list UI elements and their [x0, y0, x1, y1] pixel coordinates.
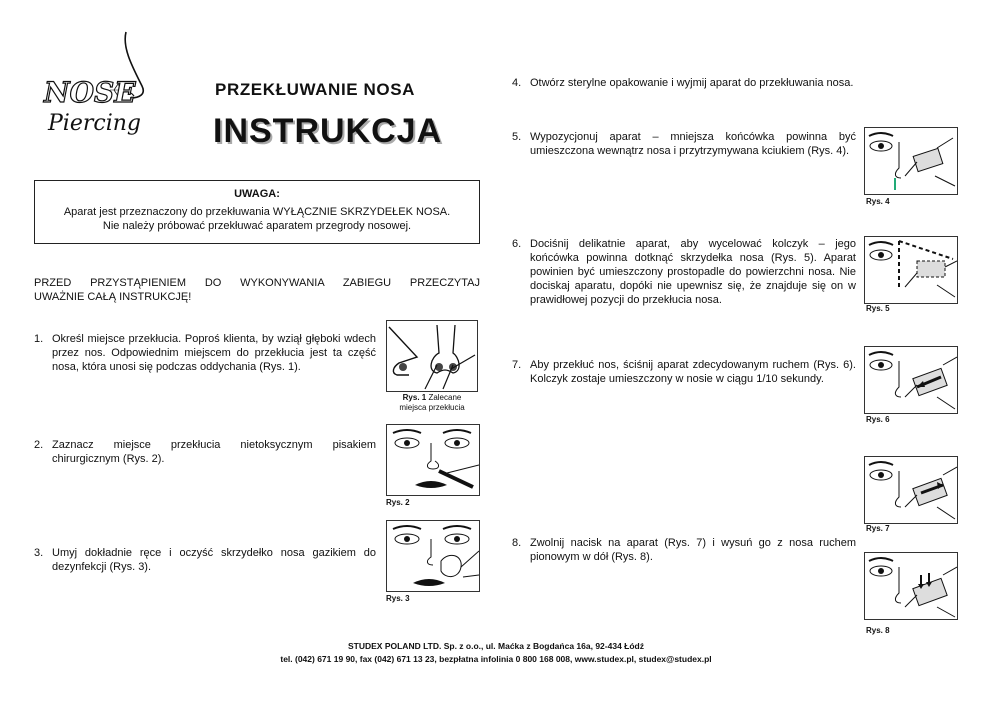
figure-rys-3 — [386, 520, 480, 592]
step-number: 8. — [512, 537, 522, 549]
footer-address: STUDEX POLAND LTD. Sp. z o.o., ul. Maćka z Bogdańca 16a, 92-434 Łódź — [348, 641, 644, 651]
rys-2-label: Rys. 2 — [386, 498, 410, 507]
page-subtitle: PRZEKŁUWANIE NOSA — [215, 80, 416, 99]
warning-line-1: Aparat jest przeznaczony do przekłuwania WYŁĄCZNIE SKRZYDEŁEK NOSA. — [63, 206, 451, 218]
step-7 — [512, 358, 856, 386]
rys-1-label: Rys. 1 — [402, 393, 427, 402]
rys-5-label: Rys. 5 — [866, 304, 890, 313]
step-text: Otwórz sterylne opakowanie i wyjmij aparat do przekłuwania nosa. — [530, 77, 854, 89]
step-number: 5. — [512, 131, 522, 143]
step-number: 1. — [34, 333, 44, 345]
step-4 — [512, 76, 932, 90]
figure-rys-6 — [864, 346, 958, 414]
step-8 — [512, 536, 856, 564]
warning-line-2: Nie należy próbować przekłuwać aparatem przegrody nosowej. — [102, 220, 412, 232]
rys-6-label: Rys. 6 — [866, 415, 890, 424]
step-text: Aby przekłuć nos, ściśnij aparat zdecydowanym ruchem (Rys. 6). Kolczyk zostaje umieszczony w nosie w ciągu 1/10 sekundy. — [530, 359, 856, 385]
step-5 — [512, 130, 856, 158]
rys-4-label: Rys. 4 — [866, 197, 890, 206]
figure-rys-7 — [864, 456, 958, 524]
step-text: Dociśnij delikatnie aparat, aby wycelować kolczyk – jego końcówka powinna dotknąć skrzydełka nosa (Rys. 5). Aparat powinien być umieszczony prostopadle do powierzchni nosa. Nie dociskaj aparatu, dopóki nie upewnisz się, że znajduje się on w prawidłowej pozycji do przekłucia nosa. — [530, 238, 856, 306]
rys-8-label: Rys. 8 — [866, 626, 890, 635]
step-6 — [512, 237, 856, 307]
rys-3-label: Rys. 3 — [386, 594, 410, 603]
intro-line-2: UWAŻNIE CAŁĄ INSTRUKCJĘ! — [34, 291, 192, 303]
step-number: 2. — [34, 439, 44, 451]
step-number: 3. — [34, 547, 44, 559]
figure-rys-4 — [864, 127, 958, 195]
step-number: 4. — [512, 77, 522, 89]
step-1 — [34, 332, 376, 374]
warning-box — [34, 180, 480, 244]
footer-contact: tel. (042) 671 19 90, fax (042) 671 13 23, bezpłatna infolinia 0 800 168 008, www.studex.pl, studex@studex.pl — [280, 654, 712, 664]
step-number: 6. — [512, 238, 522, 250]
figure-rys-5 — [864, 236, 958, 304]
step-2 — [34, 438, 376, 466]
step-text: Wypozycjonuj aparat – mniejsza końcówka powinna być umieszczona wewnątrz nosa i przytrzymywana kciukiem (Rys. 4). — [530, 131, 856, 157]
step-text: Określ miejsce przekłucia. Poproś klienta, by wziął głęboki wdech przez nos. Odpowiednim miejscem do przekłucia jest ta część nosa, która unosi się podczas oddychania (Rys. 1). — [52, 333, 376, 373]
intro-line-1: PRZED PRZYSTĄPIENIEM DO WYKONYWANIA ZABIEGU PRZECZYTAJ — [34, 277, 480, 289]
step-number: 7. — [512, 359, 522, 371]
figure-rys-8 — [864, 552, 958, 620]
figure-rys-2 — [386, 424, 480, 496]
step-text: Zwolnij nacisk na aparat (Rys. 7) i wysuń go z nosa ruchem pionowym w dół (Rys. 8). — [530, 537, 856, 563]
step-text: Umyj dokładnie ręce i oczyść skrzydełko nosa gazikiem do dezynfekcji (Rys. 3). — [52, 547, 376, 573]
figure-rys-1 — [386, 320, 478, 392]
step-3 — [34, 546, 376, 574]
figure-rys-1-caption — [386, 393, 478, 413]
logo-word-nose: NOSE — [44, 76, 136, 109]
logo-word-piercing: Piercing — [48, 111, 141, 136]
rys-1-desc: Zalecane — [426, 393, 462, 402]
rys-1-desc-line-2: miejsca przekłucia — [399, 403, 465, 412]
rys-7-label: Rys. 7 — [866, 524, 890, 533]
intro-notice — [34, 276, 480, 304]
step-text: Zaznacz miejsce przekłucia nietoksycznym pisakiem chirurgicznym (Rys. 2). — [52, 439, 376, 465]
page-title: INSTRUKCJA — [213, 112, 443, 150]
warning-heading: UWAGA: — [234, 188, 280, 200]
footer — [0, 640, 992, 666]
nose-piercing-logo — [38, 28, 168, 148]
nose-profile-logo-art — [38, 28, 168, 148]
